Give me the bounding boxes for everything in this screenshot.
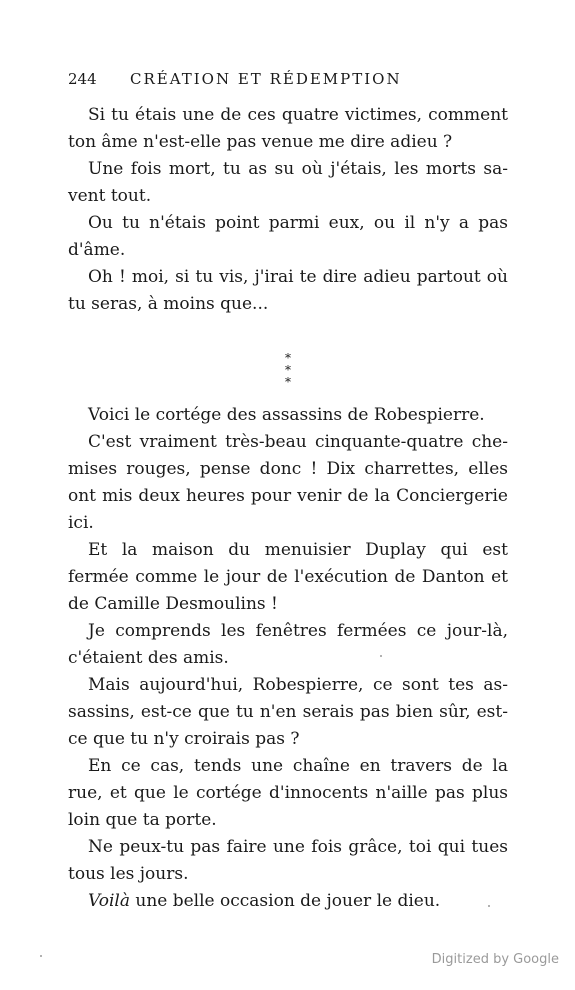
paragraph: Je comprends les fenêtres fermées ce jour-là, c'étaient des amis. bbox=[68, 621, 508, 668]
paragraph: Si tu étais une de ces quatre victimes, comment ton âme n'est-elle pas venue me dire adieu ? bbox=[68, 105, 508, 152]
scan-speck bbox=[380, 655, 382, 657]
paragraph: En ce cas, tends une chaîne en travers de la rue, et que le cortége d'innocents n'aille pas plus loin que ta porte. bbox=[68, 756, 508, 830]
running-header bbox=[68, 70, 508, 88]
asterism-top: * bbox=[285, 351, 291, 365]
paragraph: Et la maison du menuisier Duplay qui est fermée comme le jour de l'exécution de Danton et de Camille Desmoulins ! bbox=[68, 540, 508, 614]
text-section-1 bbox=[68, 102, 508, 318]
paragraph: Mais aujourd'hui, Robespierre, ce sont tes assassins, est-ce que tu n'en serais pas bien sûr, est-ce que tu n'y croirais pas ? bbox=[68, 675, 508, 749]
text-section-2 bbox=[68, 402, 508, 915]
digitized-watermark: Digitized by Google bbox=[431, 952, 559, 967]
scan-speck bbox=[488, 905, 490, 907]
paragraph: C'est vraiment très-beau cinquante-quatre chemises rouges, pense donc ! Dix charrettes, elles ont mis deux heures pour venir de la Conciergerie ici. bbox=[68, 432, 508, 533]
scan-speck bbox=[40, 955, 42, 957]
asterism-separator bbox=[270, 351, 306, 389]
paragraph: Ou tu n'étais point parmi eux, ou il n'y a pas d'âme. bbox=[68, 213, 508, 260]
asterism-bottom: * * bbox=[285, 363, 299, 389]
paragraph: Une fois mort, tu as su où j'étais, les morts savent tout. bbox=[68, 159, 508, 206]
closing-paragraph bbox=[68, 888, 508, 915]
closing-text: une belle occasion de jouer le dieu. bbox=[129, 891, 441, 911]
running-title: CRÉATION ET RÉDEMPTION bbox=[130, 70, 402, 88]
paragraph: Ne peux-tu pas faire une fois grâce, toi qui tues tous les jours. bbox=[68, 837, 508, 884]
paragraph: Voici le cortége des assassins de Robespierre. bbox=[88, 405, 485, 425]
page-number: 244 bbox=[68, 70, 97, 88]
italic-word: Voilà bbox=[88, 891, 130, 911]
paragraph: Oh ! moi, si tu vis, j'irai te dire adieu partout où tu seras, à moins que... bbox=[68, 267, 508, 314]
